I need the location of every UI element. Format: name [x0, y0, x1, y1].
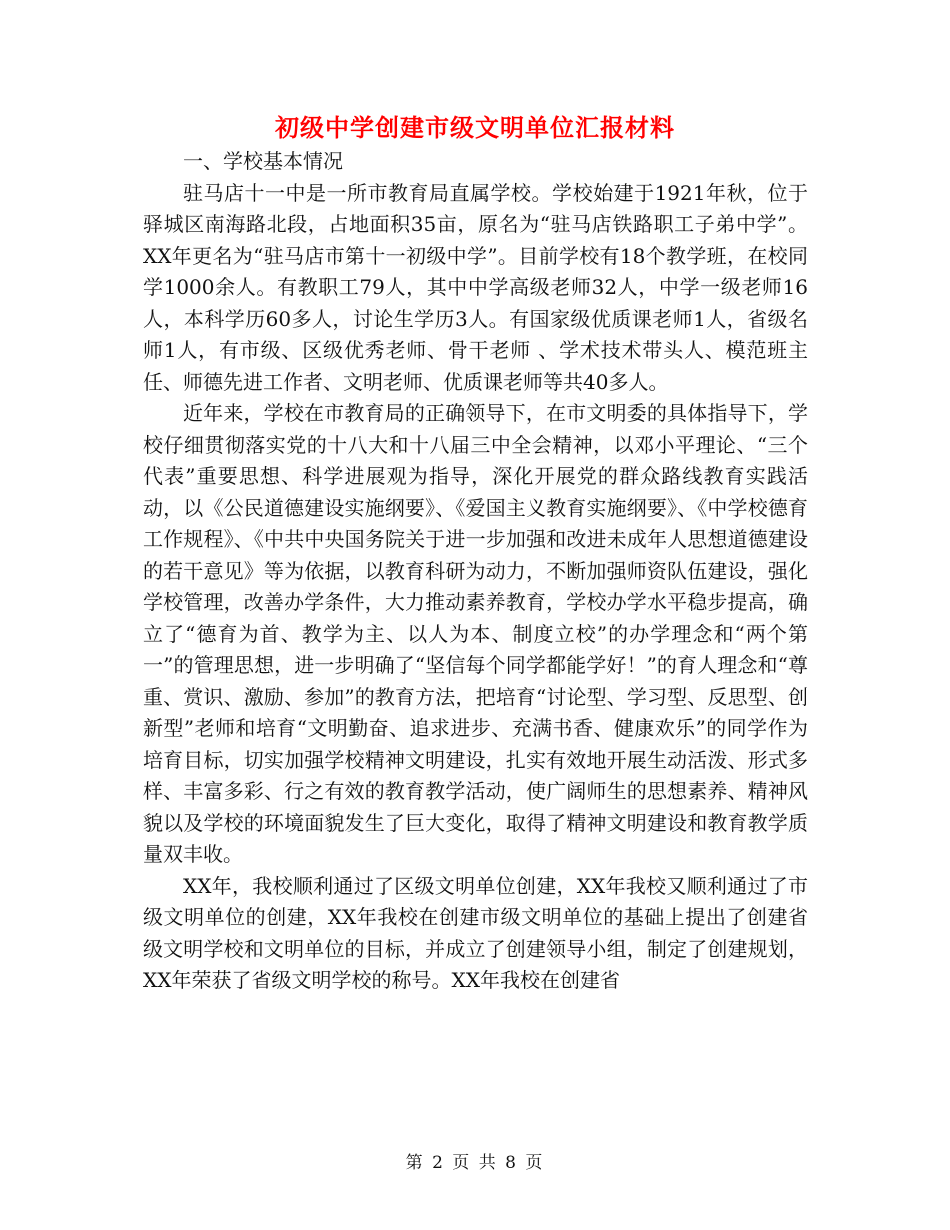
page-number-footer: 第 2 页 共 8 页 [405, 1153, 545, 1173]
paragraph-school-overview: 驻马店十一中是一所市教育局直属学校。学校始建于1921年秋，位于驿城区南海路北段，占地面积35亩，原名为“驻马店铁路职工子弟中学”。XX年更名为“驻马店市第十一初级中学”。目前学校有18个教学班，在校同学1000余人。有教职工79人，其中中学高级老师32人，中学一级老师16人，本科学历60多人，讨论生学历3人。有国家级优质课老师1人，省级名师1人，有市级、区级优秀老师、骨干老师 、学术技术带头人、模范班主任、师德先进工作者、文明老师、优质课老师等共40多人。 [143, 180, 808, 394]
section-heading: 一、学校基本情况 [183, 149, 343, 173]
paragraph-honors: XX年，我校顺利通过了区级文明单位创建，XX年我校又顺利通过了市级文明单位的创建，XX年我校在创建市级文明单位的基础上提出了创建省级文明学校和文明单位的目标，并成立了创建领导小组，制定了创建规划，XX年荣获了省级文明学校的称号。XX年我校在创建省 [143, 873, 808, 992]
paragraph-recent-years: 近年来，学校在市教育局的正确领导下，在市文明委的具体指导下，学校仔细贯彻落实党的十八大和十八届三中全会精神，以邓小平理论、“三个代表”重要思想、科学进展观为指导，深化开展党的群众路线教育实践活动，以《公民道德建设实施纲要》、《爱国主义教育实施纲要》、《中学校德育工作规程》、《中共中央国务院关于进一步加强和改进未成年人思想道德建设的若干意见》等为依据，以教育科研为动力，不断加强师资队伍建设，强化学校管理，改善办学条件，大力推动素养教育，学校办学水平稳步提高，确立了“德育为首、教学为主、以人为本、制度立校”的办学理念和“两个第一”的管理思想，进一步明确了“坚信每个同学都能学好！”的育人理念和“尊重、赏识、激励、参加”的教育方法，把培育“讨论型、学习型、反思型、创新型”老师和培育“文明勤奋、追求进步、充满书香、健康欢乐”的同学作为培育目标，切实加强学校精神文明建设，扎实有效地开展生动活泼、形式多样、丰富多彩、行之有效的教育教学活动，使广阔师生的思想素养、精神风貌以及学校的环境面貌发生了巨大变化，取得了精神文明建设和教育教学质量双丰收。 [143, 401, 808, 866]
document-body [143, 146, 808, 997]
document-title: 初级中学创建市级文明单位汇报材料 [275, 113, 675, 142]
